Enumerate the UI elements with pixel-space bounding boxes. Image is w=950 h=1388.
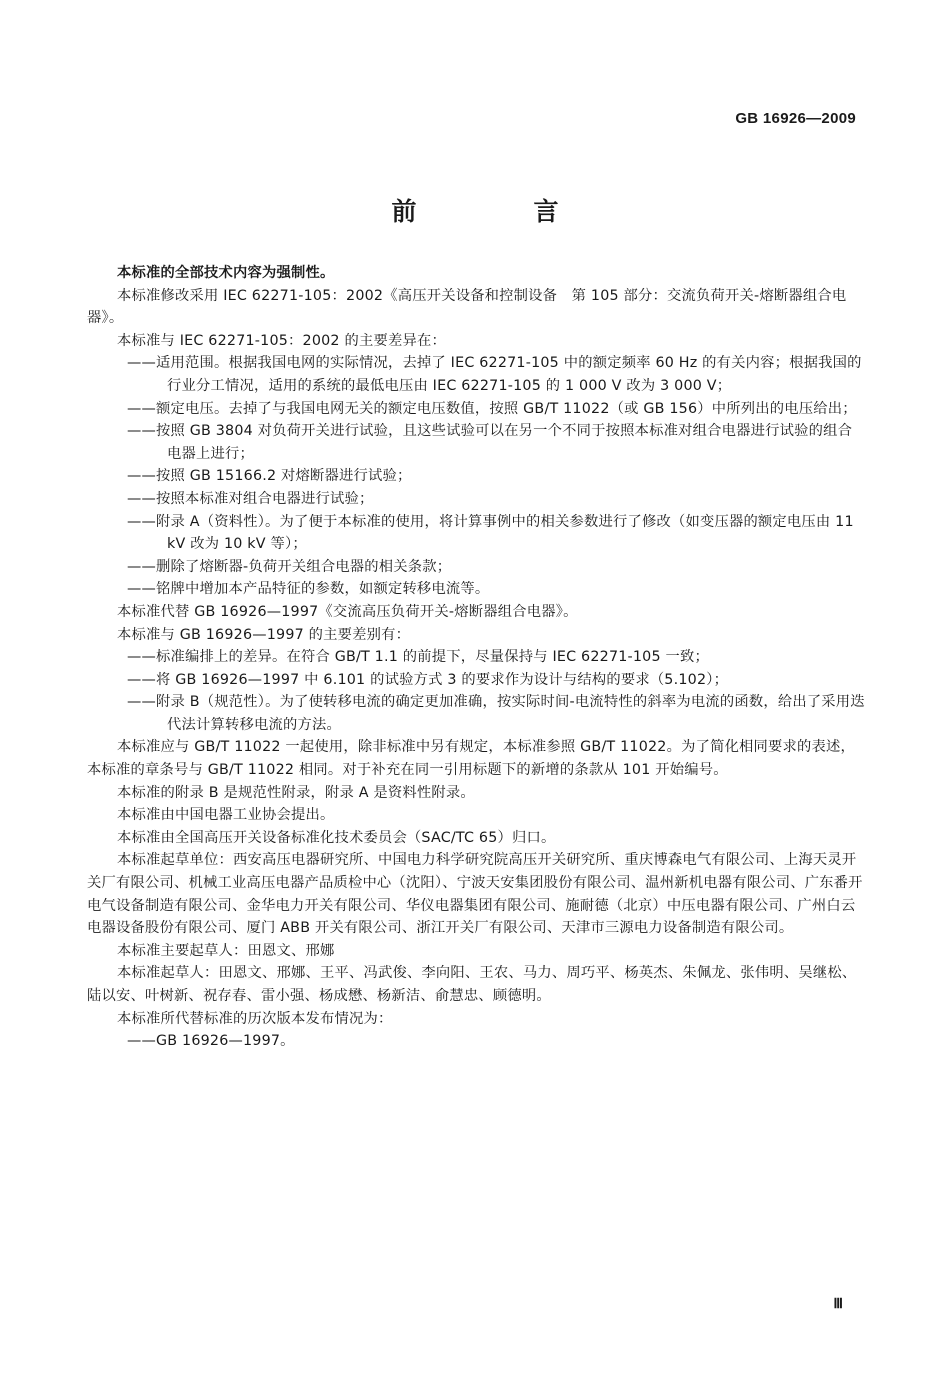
paragraph-usage: 本标准应与 GB/T 11022 一起使用，除非标准中另有规定，本标准参照 GB/T 11022。为了简化相同要求的表述，本标准的章条号与 GB/T 11022 相同。对于补充在同一引用标题下的新增的条款从 101 开始编号。	[87, 739, 856, 779]
paragraph-annex: 本标准的附录 B 是规范性附录，附录 A 是资料性附录。	[117, 784, 475, 801]
list-item: ——标准编排上的差异。在符合 GB/T 1.1 的前提下，尽量保持与 IEC 62271-105 一致；	[127, 649, 710, 666]
list-item: ——适用范围。根据我国电网的实际情况，去掉了 IEC 62271-105 中的额定频率 60 Hz 的有关内容；根据我国的行业分工情况，适用的系统的最低电压由 IEC 62271-105 的 1 000 V 改为 3 000 V；	[127, 355, 862, 394]
paragraph-drafting-units: 本标准起草单位：西安高压电器研究所、中国电力科学研究院高压开关研究所、重庆博森电气有限公司、上海天灵开关厂有限公司、机械工业高压电器产品质检中心（沈阳）、宁波天安集团股份有限公司、温州新机电器有限公司、广东番开电气设备制造有限公司、金华电力开关有限公司、华仪电器集团有限公司、施耐德（北京）中压电器有限公司、广州白云电器设备股份有限公司、厦门 ABB 开关有限公司、浙江开关厂有限公司、天津市三源电力设备制造有限公司。	[87, 852, 863, 937]
paragraph-main-drafters: 本标准主要起草人：田恩文、邢娜	[117, 942, 335, 959]
paragraph-iec-differences-intro: 本标准与 IEC 62271-105：2002 的主要差异在：	[117, 332, 446, 349]
list-item: ——按照本标准对组合电器进行试验；	[127, 490, 374, 507]
paragraph-centralized-by: 本标准由全国高压开关设备标准化技术委员会（SAC/TC 65）归口。	[117, 829, 556, 846]
paragraph-replaces: 本标准代替 GB 16926—1997《交流高压负荷开关-熔断器组合电器》。	[117, 603, 578, 620]
paragraph-drafters: 本标准起草人：田恩文、邢娜、王平、冯武俊、李向阳、王农、马力、周巧平、杨英杰、朱佩龙、张伟明、吴继松、陆以安、叶树新、祝存春、雷小强、杨成懋、杨新洁、俞慧忠、顾德明。	[87, 965, 857, 1004]
paragraph-main-differences-intro: 本标准与 GB 16926—1997 的主要差别有：	[117, 626, 411, 643]
standard-code: GB 16926—2009	[735, 110, 856, 127]
list-item: ——删除了熔断器-负荷开关组合电器的相关条款；	[127, 558, 452, 575]
list-item: ——GB 16926—1997。	[127, 1033, 295, 1050]
list-item: ——按照 GB 15166.2 对熔断器进行试验；	[127, 468, 412, 485]
paragraph-proposed-by: 本标准由中国电器工业协会提出。	[117, 807, 335, 824]
paragraph-history-intro: 本标准所代替标准的历次版本发布情况为：	[117, 1010, 393, 1027]
list-item: ——将 GB 16926—1997 中 6.101 的试验方式 3 的要求作为设计与结构的要求（5.102）；	[127, 671, 729, 688]
list-item: ——铭牌中增加本产品特征的参数，如额定转移电流等。	[127, 581, 490, 598]
list-item: ——按照 GB 3804 对负荷开关进行试验，且这些试验可以在另一个不同于按照本标准对组合电器进行试验的组合电器上进行；	[127, 423, 853, 462]
list-item: ——额定电压。去掉了与我国电网无关的额定电压数值，按照 GB/T 11022（或 GB 156）中所列出的电压给出；	[127, 400, 857, 417]
document-body	[87, 262, 865, 1053]
paragraph-mandatory: 本标准的全部技术内容为强制性。	[117, 265, 335, 281]
paragraph-adoption: 本标准修改采用 IEC 62271-105：2002《高压开关设备和控制设备 第 105 部分：交流负荷开关-熔断器组合电器》。	[87, 287, 847, 327]
page-title: 前 言	[391, 197, 605, 226]
list-item: ——附录 B（规范性）。为了使转移电流的确定更加准确，按实际时间-电流特性的斜率为电流的函数，给出了采用迭代法计算转移电流的方法。	[127, 694, 865, 733]
page-number: Ⅲ	[833, 1297, 843, 1312]
list-item: ——附录 A（资料性）。为了便于本标准的使用，将计算事例中的相关参数进行了修改（如变压器的额定电压由 11 kV 改为 10 kV 等）；	[127, 513, 854, 553]
